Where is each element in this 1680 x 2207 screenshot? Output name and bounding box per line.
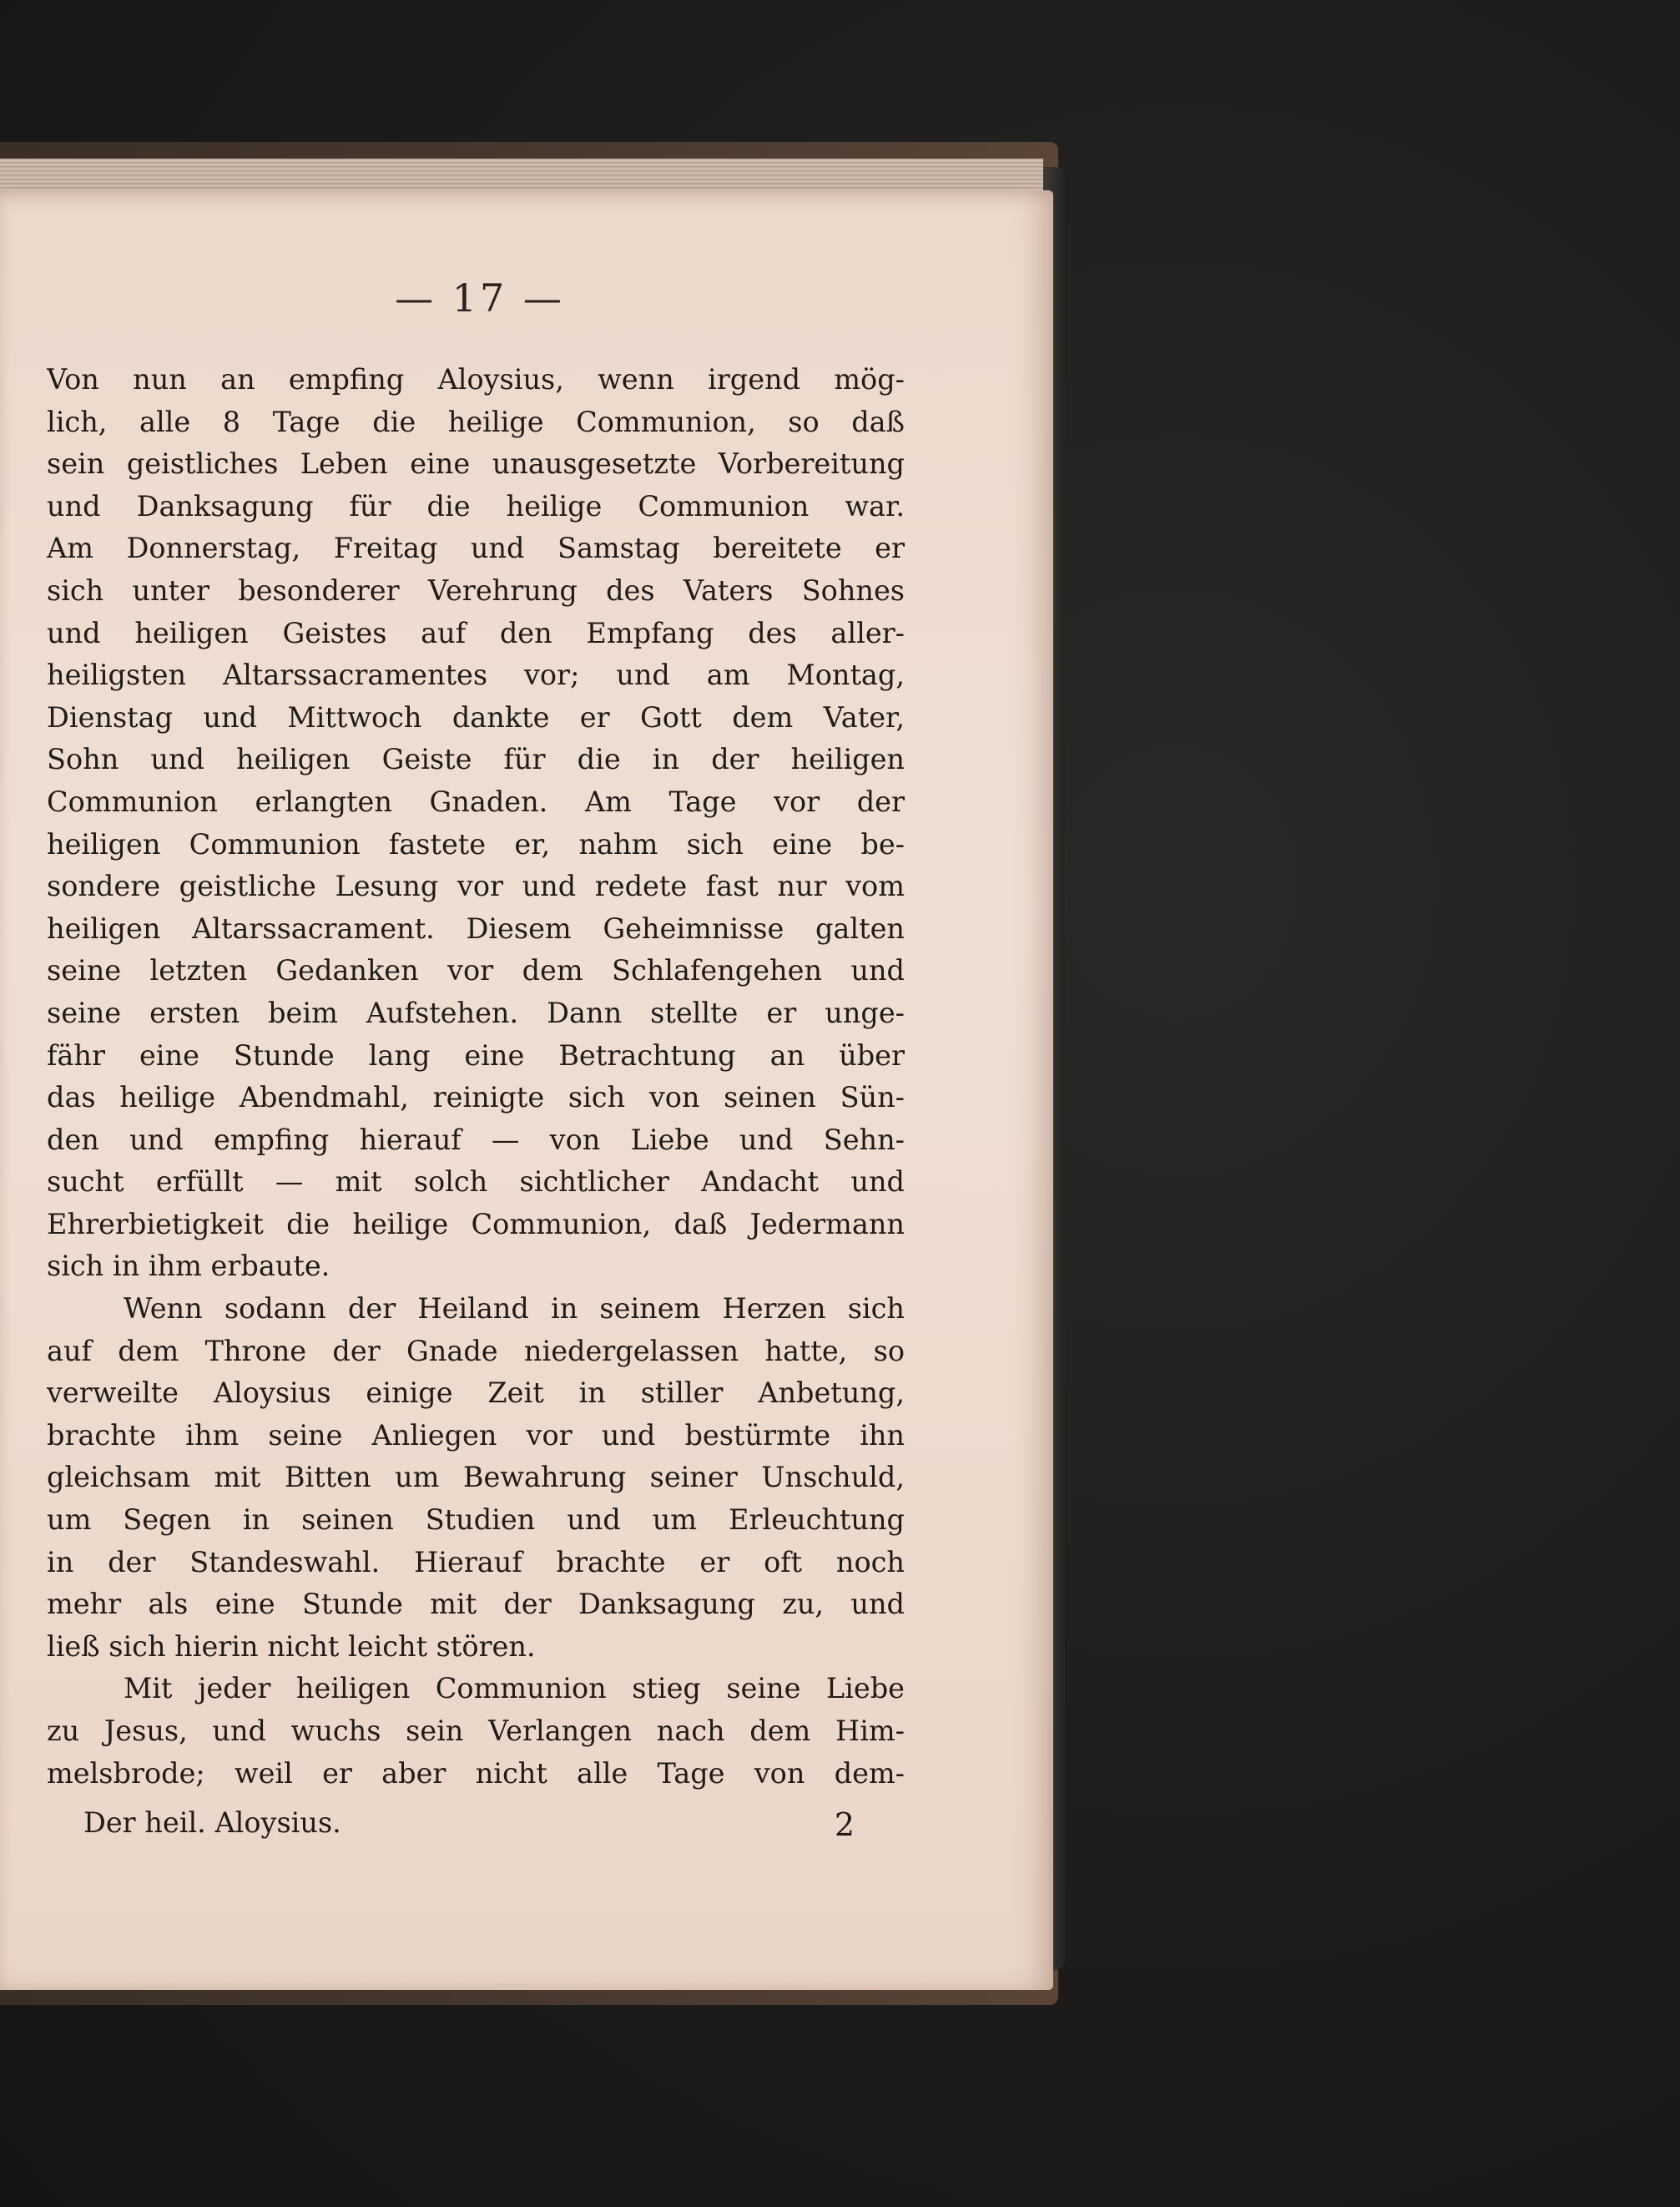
footer-title: Der heil. Aloysius. [83, 1806, 341, 1839]
text-line: fähr eine Stunde lang eine Betrachtung an über [47, 1038, 905, 1072]
text-line: verweilte Aloysius einige Zeit in stiller Anbetung, [47, 1376, 905, 1410]
text-line: sich in ihm erbaute. [47, 1250, 330, 1283]
text-line: sich unter besonderer Verehrung des Vaters Sohnes [47, 573, 905, 607]
text-line: und Danksagung für die heilige Communion war. [47, 489, 905, 523]
text-line: brachte ihm seine Anliegen vor und bestürmte ihn [47, 1418, 905, 1452]
text-line: ließ sich hierin nicht leicht stören. [47, 1629, 536, 1663]
text-line: seine ersten beim Aufstehen. Dann stellte er unge- [47, 996, 905, 1029]
sheet-signature: 2 [834, 1806, 855, 1843]
text-line: das heilige Abendmahl, reinigte sich von seinen Sün- [47, 1081, 905, 1114]
text-line: heiligsten Altarssacramentes vor; und am Montag, [47, 659, 905, 692]
text-line: und heiligen Geistes auf den Empfang des aller- [47, 616, 905, 649]
page-footer [83, 1806, 871, 1843]
text-line: Sohn und heiligen Geiste für die in der heiligen [47, 743, 905, 776]
text-line: sein geistliches Leben eine unausgesetzte Vorbereitung [47, 447, 905, 481]
text-line: auf dem Throne der Gnade niedergelassen hatte, so [47, 1334, 905, 1367]
text-line: Von nun an empfing Aloysius, wenn irgend mög- [47, 363, 905, 396]
text-line: Communion erlangten Gnaden. Am Tage vor der [47, 785, 905, 818]
text-line: heiligen Altarssacrament. Diesem Geheimnisse galten [47, 912, 905, 945]
text-line: um Segen in seinen Studien und um Erleuchtung [47, 1503, 905, 1537]
text-line: sucht erfüllt — mit solch sichtlicher Andacht und [47, 1165, 905, 1199]
page-header: — 17 — [395, 275, 565, 321]
text-line: seine letzten Gedanken vor dem Schlafengehen und [47, 954, 905, 987]
text-line: melsbrode; weil er aber nicht alle Tage von dem- [47, 1756, 905, 1790]
text-line: Am Donnerstag, Freitag und Samstag bereitete er [47, 532, 905, 565]
text-line: mehr als eine Stunde mit der Danksagung zu, und [47, 1588, 905, 1621]
page-body-text [47, 359, 905, 1795]
text-line: heiligen Communion fastete er, nahm sich eine be- [47, 827, 905, 861]
text-line: in der Standeswahl. Hierauf brachte er oft noch [47, 1545, 905, 1578]
text-line: Mit jeder heiligen Communion stieg seine Liebe [124, 1672, 905, 1705]
text-line: lich, alle 8 Tage die heilige Communion, so daß [47, 405, 905, 438]
text-line: Dienstag und Mittwoch dankte er Gott dem Vater, [47, 700, 905, 734]
text-line: zu Jesus, und wuchs sein Verlangen nach dem Him- [47, 1715, 905, 1747]
text-line: den und empfing hierauf — von Liebe und Sehn- [47, 1123, 905, 1156]
text-line: sondere geistliche Lesung vor und redete fast nur vom [47, 870, 905, 903]
text-line: Wenn sodann der Heiland in seinem Herzen sich [124, 1292, 905, 1326]
text-line: Ehrerbietigkeit die heilige Communion, daß Jedermann [47, 1207, 905, 1240]
text-line: gleichsam mit Bitten um Bewahrung seiner Unschuld, [47, 1461, 905, 1494]
